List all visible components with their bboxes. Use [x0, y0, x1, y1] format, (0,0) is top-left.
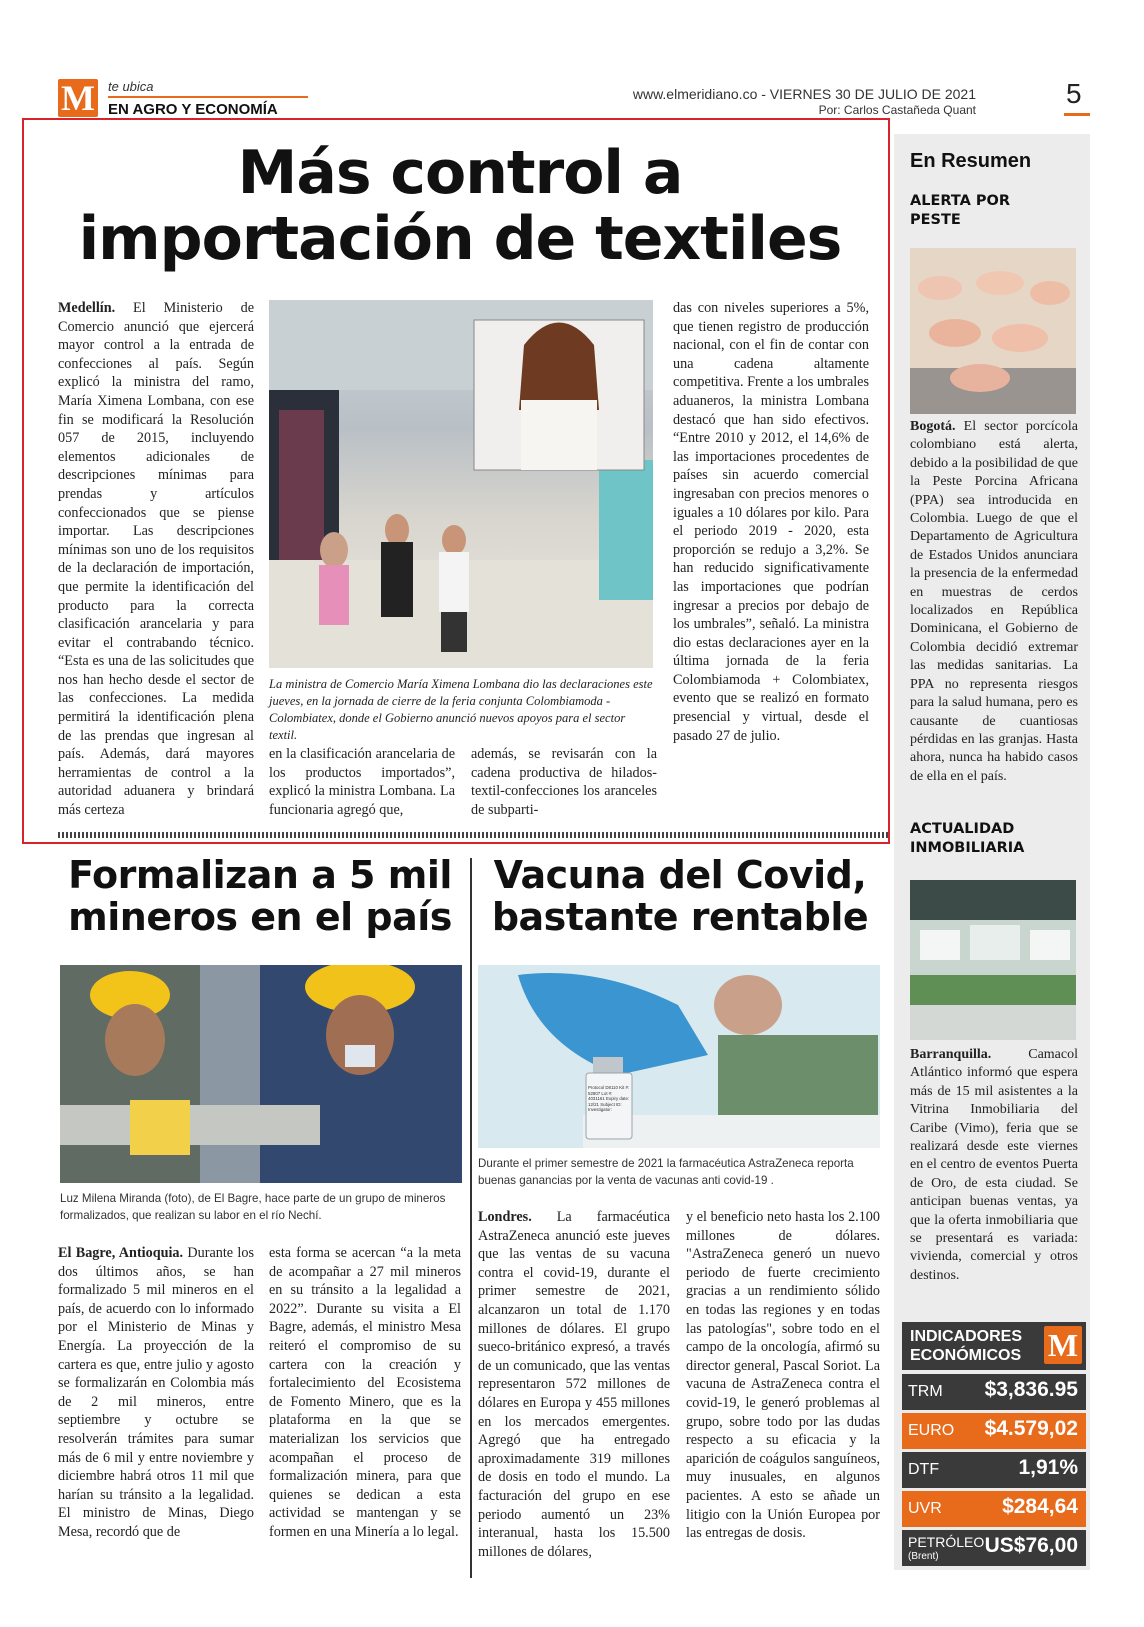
- sidebar-item1-text: El sector porcícola colombiano está alerta, debido a la posibilidad de que la Peste Porcina Africana (PPA) sea introducida en Colombia. Luego de que el Departamento de Agricultura de Estados Unidos anunciara la presencia de la enfermedad en muestras de cerdos localizados en República Dominicana, el Gobierno de Colombia decidió extremar las medidas sanitarias. La PPA no representa riesgos para la salud humana, pero es causante de cuantiosas pérdidas en las granjas. Hasta ahora, nunca ha habido casos de ella en el país.: [910, 419, 1078, 784]
- indicator-value: $284,64: [1002, 1495, 1078, 1518]
- main-col1-text: El Ministerio de Comercio anunció que ejercerá mayor control a la entrada de confecciones al país. Según explicó la ministra del ramo, María Ximena Lombana, con ese fin se modificará la Resolución 057 de 2015, incluyendo elementos adicionales de descripciones mínimas para prendas y artículos confeccionados que se piense importar. Las descripciones mínimas son uno de los requisitos de la declaración de importación, que permite la identificación del producto para la correcta clasificación arancelaria y para evitar el contrabando técnico. “Esta es una de las solicitudes que nos han hecho desde el sector de las confecciones. La medida permitirá la identificación plena de las prendas que ingresan al país. Además, dará mayores herramientas de control a la autoridad aduanera y brindará más certeza: [58, 300, 254, 819]
- section-kicker: te ubica: [108, 79, 154, 94]
- story-divider: [58, 832, 888, 838]
- mining-col1-text: Durante los dos últimos años, se han formalizado 5 mil mineros en el país, de acuerdo con lo informado por el Ministerio de Minas y Energía. La proyección de la cartera es que, entre julio y agosto se formalizarán en Colombia más de 2 mil mineros, entre septiembre y octubre se resolverán trámites para sumar más de 6 mil y entre noviembre y diciembre habrá otros 11 mil que harían su tránsito a la legalidad. El ministro de Minas, Diego Mesa, recordó que de: [58, 1245, 254, 1540]
- sidebar-item2-body: [910, 1046, 1078, 1285]
- mining-col2: esta forma se acercan “a la meta de acompañar a 27 mil mineros en su tránsito a la legalidad a 2022”. Durante su visita a El Bagre, además, el ministro Mesa reiteró el compromiso de su cartera con la creación y fortalecimiento del Ecosistema de Fomento Minero, que es la plataforma en la que se materializan los servicios que acompañan el proceso de formalización minera, para que quienes se dedican a esta actividad se mantengan y se formen en una Minería a lo legal.: [269, 1245, 461, 1540]
- indicator-value: $3,836.95: [984, 1378, 1078, 1401]
- header-rule: [108, 96, 308, 98]
- indicator-label: DTF: [908, 1461, 940, 1478]
- sidebar-title: En Resumen: [910, 150, 1032, 172]
- photo-pigs-art: [910, 248, 1076, 414]
- photo-miner-art: [60, 965, 462, 1183]
- photo-real-estate-fair-art: [910, 880, 1076, 1040]
- vaccine-headline: Vacuna del Covid, bastante rentable: [491, 853, 869, 939]
- main-headline-line2: importación de textiles: [78, 204, 842, 274]
- indicators-title-line1: INDICADORES: [910, 1328, 1023, 1345]
- photo-minister-fair: [269, 300, 653, 668]
- main-col2: en la clasificación arancelaria de los productos importados”, explicó la ministra Lombana. La funcionaria agregó que,: [269, 746, 455, 818]
- brand-logo: M: [58, 79, 98, 117]
- column-divider: [470, 858, 472, 1578]
- page-number-rule: [1064, 113, 1090, 116]
- indicator-value: US$76,00: [984, 1534, 1078, 1557]
- section-title: EN AGRO Y ECONOMÍA: [108, 101, 278, 118]
- main-col3: además, se revisarán con la cadena productiva de hilados-textil-confecciones los aranceles de subparti-: [471, 746, 657, 818]
- main-col1: [58, 299, 254, 820]
- photo-vaccine-art: [478, 965, 880, 1148]
- vaccine-col2: y el beneficio neto hasta los 2.100 millones de dólares. "AstraZeneca generó un nuevo periodo de fuerte crecimiento gracias a un rendimiento sólido en todas las regiones y en todas las patologías", sobre todo en el campo de la oncología, afirmó su director general, Pascal Soriot. La vacuna de AstraZeneca contra el covid-19, le generó problemas al grupo, sobre todo por las dudas respecto a su eficacia y la aparición de coágulos sanguíneos, muy inusuales, en algunos pacientes. A esto se añade un litigio con la Unión Europea por las entregas de dosis.: [686, 1209, 880, 1542]
- mining-caption: Luz Milena Miranda (foto), de El Bagre, hace parte de un grupo de mineros formalizados, que realizan su labor en el río Nechí.: [60, 1192, 446, 1222]
- indicator-label: UVR: [908, 1500, 942, 1517]
- indicator-value: 1,91%: [1018, 1456, 1078, 1479]
- mining-headline: Formalizan a 5 mil mineros en el país: [68, 853, 452, 939]
- main-headline-line1: Más control a: [237, 138, 683, 208]
- indicators-title-line2: ECONÓMICOS: [910, 1347, 1022, 1364]
- indicator-label: PETRÓLEO: [908, 1534, 985, 1550]
- indicator-label: TRM: [908, 1383, 943, 1400]
- mining-dateline: El Bagre, Antioquia.: [58, 1245, 184, 1261]
- mining-col1: [58, 1244, 254, 1542]
- indicator-row-dtf: [902, 1452, 1086, 1488]
- indicator-row-petroleo: [902, 1530, 1086, 1566]
- page-number: 5: [1066, 78, 1082, 109]
- photo-vaccine: [478, 965, 880, 1148]
- photo-pigs: [910, 248, 1076, 414]
- indicator-label: EURO: [908, 1422, 955, 1439]
- sidebar-item2-text: Camacol Atlántico informó que espera más de 15 mil asistentes a la Vitrina Inmobiliaria del Caribe (Vimo), feria que se realizará desde este viernes en el centro de eventos Puerta de Oro, de esta ciudad. Se anticipan buenas ventas, ya que la oferta inmobiliaria que se presentará es variada: vivienda, comercial y otros destinos.: [910, 1047, 1078, 1283]
- photo-miner: [60, 965, 462, 1183]
- photo-real-estate-fair: [910, 880, 1076, 1040]
- indicator-row-euro: [902, 1413, 1086, 1449]
- photo-minister-fair-art: [269, 300, 653, 668]
- site-date: www.elmeridiano.co - VIERNES 30 DE JULIO DE 2021: [632, 86, 976, 102]
- vaccine-col1-text: La farmacéutica AstraZeneca anunció este jueves que las ventas de su vacuna contra el covid-19, durante el primer semestre de 2021, alcanzaron un total de 1.170 millones de dólares. El grupo sueco-británico expresó, a través de un comunicado, que las ventas representaron 572 millones de dólares en Europa y 455 millones en los mercados emergentes. Agregó que ha entregado aproximadamente 319 millones de dosis en todo el mundo. La facturación del grupo en ese periodo aumentó un 23% interanual, hasta los 15.500 millones de dólares,: [478, 1209, 670, 1560]
- indicator-row-trm: [902, 1374, 1086, 1410]
- main-dateline: Medellín.: [58, 300, 116, 316]
- vaccine-col1: [478, 1208, 670, 1561]
- indicator-row-uvr: [902, 1491, 1086, 1527]
- byline: Por: Carlos Castañeda Quant: [818, 103, 976, 117]
- indicator-value: $4.579,02: [984, 1417, 1078, 1440]
- indicators-title: [910, 1327, 1022, 1365]
- main-col4: das con niveles superiores a 5%, que tienen registro de producción nacional, con el fin de contar con una cadena altamente competitiva. Frente a los umbrales aduaneros, la ministra Lombana destacó que han sido efectivos. “Entre 2010 y 2012, el 14,6% de las importaciones procedentes de países sin acuerdo comercial ingresaban con precios menores o iguales a 10 dólares por kilo. Para el periodo 2019 - 2020, esta proporción se redujo a 3,2%. Se han reducido significativamente las importaciones que podrían ingresar a precios por debajo de los umbrales”, señaló. La ministra dio estas declaraciones ayer en la última jornada de la feria Colombiamoda + Colombiatex, evento que se realizó en formato presencial y virtual, desde el pasado 27 de julio.: [673, 300, 869, 744]
- sidebar-item1-dateline: Bogotá.: [910, 419, 956, 434]
- sidebar-item2-title: ACTUALIDAD INMOBILIARIA: [910, 821, 1025, 856]
- main-photo-caption: La ministra de Comercio María Ximena Lombana dio las declaraciones este jueves, en la jornada de cierre de la feria conjunta Colombiamoda - Colombiatex, donde el Gobierno anunció nuevos apoyos para el sector textil.: [269, 677, 653, 742]
- sidebar-item1-title: ALERTA POR PESTE: [910, 193, 1011, 228]
- sidebar-item1-body: [910, 418, 1078, 786]
- vaccine-caption: Durante el primer semestre de 2021 la farmacéutica AstraZeneca reporta buenas ganancias por la venta de vacunas anti covid-19 .: [478, 1157, 854, 1187]
- sidebar-item2-dateline: Barranquilla.: [910, 1047, 992, 1062]
- vial-label: Protocol D8110 Kit #: 52807 Lot #: 4031161 Expiry date: 12/21 Subject ID: Investigator:: [588, 1085, 630, 1112]
- indicator-sublabel: (Brent): [908, 1551, 939, 1562]
- vaccine-dateline: Londres.: [478, 1209, 532, 1225]
- main-headline: [40, 140, 880, 272]
- indicators-logo: M: [1044, 1326, 1082, 1364]
